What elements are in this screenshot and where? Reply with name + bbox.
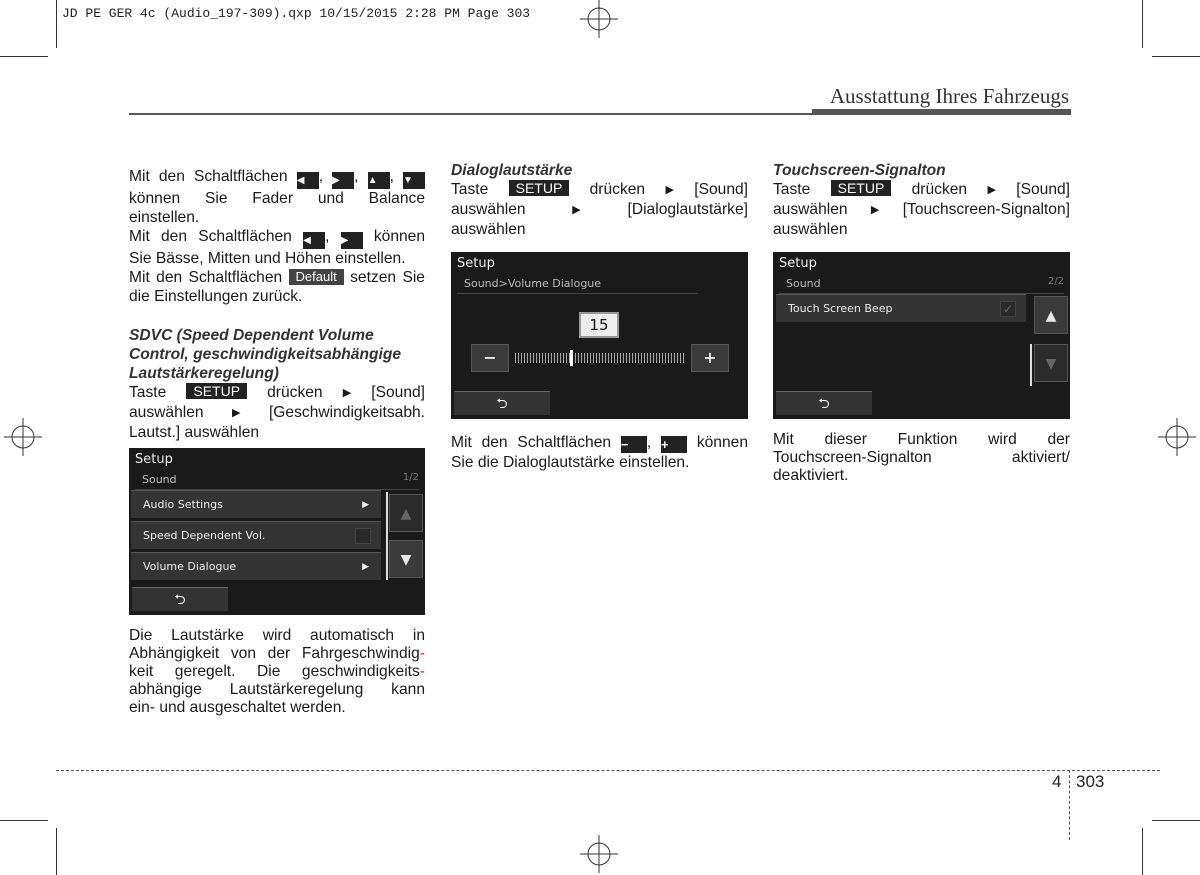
column-2	[451, 161, 748, 240]
paragraph: ein- und ausgeschaltet werden.	[129, 699, 346, 716]
down-arrow-icon: ▼	[403, 172, 425, 189]
minus-icon: −	[621, 436, 647, 453]
column-1	[129, 167, 425, 442]
paragraph	[129, 167, 425, 189]
crop-mark	[1142, 828, 1143, 875]
volume-value: 15	[579, 312, 619, 338]
paragraph: Touchscreen-Signalton aktiviert/	[773, 449, 1070, 466]
minus-button[interactable]: −	[471, 344, 509, 372]
hyphen: -	[419, 663, 425, 680]
screen-page-indicator: 1/2	[402, 472, 419, 483]
crop-mark	[56, 0, 57, 48]
arrow-right-icon: ▶	[870, 204, 880, 216]
chapter-number: 4	[1052, 772, 1062, 791]
screen-subtitle	[135, 472, 419, 490]
text: Taste	[129, 384, 167, 401]
hyphen: -	[419, 645, 425, 662]
crop-mark	[0, 820, 48, 821]
screen-page-indicator: 2/2	[1047, 276, 1064, 287]
screen-setup-sound	[129, 448, 425, 615]
scrollbar[interactable]	[1030, 344, 1032, 386]
setup-key-label: SETUP	[831, 180, 892, 196]
comma: ,	[325, 228, 330, 245]
section-heading: Control, geschwindigkeitsabhängige	[129, 346, 402, 363]
up-arrow-icon: ▲	[368, 172, 390, 189]
paragraph: Mit dieser Funktion wird der	[773, 431, 1070, 448]
section-heading: SDVC (Speed Dependent Volume	[129, 327, 374, 344]
column-1-description	[129, 627, 425, 717]
text: drücken	[911, 181, 968, 198]
column-3-description	[773, 431, 1070, 485]
screen-subtitle	[779, 276, 1064, 294]
arrow-right-icon: ▶	[232, 407, 241, 419]
screen-title: Setup	[779, 256, 817, 271]
checkbox[interactable]	[355, 528, 371, 544]
text: [Touchscreen-Signalton]	[902, 201, 1070, 218]
menu-item-label: Audio Settings	[143, 498, 223, 511]
plus-icon: +	[661, 436, 687, 453]
text: drücken	[589, 181, 646, 198]
screen-subtitle-label: Sound>Volume Dialogue	[464, 277, 602, 290]
text: Taste	[451, 181, 489, 198]
text: auswählen	[773, 201, 848, 218]
setup-key-label: SETUP	[509, 180, 570, 196]
paragraph	[451, 180, 748, 200]
crop-mark	[0, 56, 48, 57]
crop-mark	[1152, 820, 1200, 821]
running-head: Ausstattung Ihres Fahrzeugs	[829, 84, 1069, 108]
scroll-down-button[interactable]: ▼	[389, 540, 423, 578]
crop-mark	[56, 828, 57, 875]
paragraph: können Sie Fader und Balance	[129, 190, 425, 207]
menu-item-label: Volume Dialogue	[143, 560, 237, 573]
menu-item-audio-settings[interactable]	[131, 490, 381, 518]
left-arrow-icon: ◀	[297, 172, 319, 189]
volume-slider-thumb[interactable]	[570, 350, 573, 366]
text: [Geschwindigkeitsabh.	[268, 404, 425, 421]
back-button[interactable]: ⮌	[776, 391, 872, 415]
text: [Sound]	[1016, 181, 1070, 198]
registration-mark-icon	[580, 0, 618, 38]
scrollbar[interactable]	[386, 492, 388, 580]
default-button-label: Default	[289, 269, 344, 285]
arrow-right-icon: ▶	[665, 184, 674, 196]
column-3	[773, 161, 1070, 240]
back-button[interactable]: ⮌	[132, 587, 228, 611]
right-arrow-icon: ▶	[332, 172, 354, 189]
paragraph: deaktiviert.	[773, 467, 849, 484]
text: [Sound]	[694, 181, 748, 198]
screen-title: Setup	[457, 256, 495, 271]
plus-button[interactable]: +	[691, 344, 729, 372]
paragraph: Sie die Dialoglautstärke einstellen.	[451, 454, 690, 471]
right-arrow-icon: ▶	[341, 232, 363, 249]
paragraph	[129, 383, 425, 403]
text: Taste	[773, 181, 811, 198]
text: können	[373, 228, 426, 245]
paragraph: einstellen.	[129, 209, 200, 226]
text: [Sound]	[371, 384, 425, 401]
paragraph: Lautst.] auswählen	[129, 424, 260, 441]
screen-volume-dialogue	[451, 252, 748, 419]
section-heading: Dialoglautstärke	[451, 162, 573, 179]
scroll-up-button[interactable]: ▲	[1034, 296, 1068, 334]
header-rule-accent	[812, 109, 1071, 115]
comma: ,	[646, 434, 652, 451]
menu-item-label: Speed Dependent Vol.	[143, 529, 266, 542]
screen-touch-screen-beep	[773, 252, 1070, 419]
screen-title: Setup	[135, 452, 173, 467]
paragraph	[129, 645, 425, 663]
text: Mit den Schaltflächen	[129, 228, 292, 245]
arrow-right-icon: ▶	[572, 204, 581, 216]
comma: ,	[389, 168, 394, 185]
menu-item-volume-dialogue[interactable]	[131, 552, 381, 580]
volume-slider[interactable]	[515, 353, 685, 363]
paragraph	[129, 663, 425, 681]
footer-rule	[56, 770, 1160, 771]
crop-mark	[1142, 0, 1143, 48]
arrow-right-icon: ▶	[987, 184, 996, 196]
chevron-right-icon: ▶	[362, 562, 369, 572]
chevron-right-icon: ▶	[362, 500, 369, 510]
text: auswählen	[451, 201, 526, 218]
column-2-description	[451, 433, 748, 473]
paragraph: Sie Bässe, Mitten und Höhen einstellen.	[129, 250, 406, 267]
text: können	[696, 434, 748, 451]
registration-mark-icon	[1158, 418, 1196, 456]
menu-item-speed-dependent-vol[interactable]	[131, 521, 381, 549]
registration-mark-icon	[4, 418, 42, 456]
text: Mit den Schaltflächen	[129, 269, 283, 286]
paragraph	[773, 200, 1070, 220]
screen-subtitle-label: Sound	[142, 473, 177, 486]
scroll-down-button[interactable]: ▼	[1034, 344, 1068, 382]
text: Abhängigkeit von der Fahrgeschwindig	[129, 645, 420, 662]
page-number: 303	[1076, 772, 1105, 791]
paragraph: auswählen	[451, 221, 526, 238]
paragraph: auswählen	[773, 221, 848, 238]
text: drücken	[267, 384, 323, 401]
section-heading: Touchscreen-Signalton	[773, 162, 946, 179]
scroll-up-button[interactable]: ▲	[389, 494, 423, 532]
paragraph	[129, 227, 425, 249]
menu-item-label: Touch Screen Beep	[788, 302, 893, 315]
registration-mark-icon	[580, 835, 618, 873]
text: Mit den Schaltflächen	[451, 434, 612, 451]
footer-divider	[1069, 770, 1070, 840]
paragraph	[773, 180, 1070, 200]
left-arrow-icon: ◀	[303, 232, 325, 249]
comma: ,	[354, 168, 359, 185]
paragraph: die Einstellungen zurück.	[129, 288, 303, 305]
print-slug: JD PE GER 4c (Audio_197-309).qxp 10/15/2015 2:28 PM Page 303	[62, 6, 531, 21]
crop-mark	[1152, 56, 1200, 57]
section-heading: Lautstärkeregelung)	[129, 365, 279, 382]
paragraph: Die Lautstärke wird automatisch in	[129, 627, 425, 644]
comma: ,	[318, 168, 324, 185]
paragraph	[129, 403, 425, 423]
text: [Dialoglautstärke]	[627, 201, 748, 218]
setup-key-label: SETUP	[186, 383, 247, 399]
back-button[interactable]: ⮌	[454, 391, 550, 415]
arrow-right-icon: ▶	[342, 387, 352, 399]
screen-subtitle-label: Sound	[786, 277, 821, 290]
paragraph	[451, 200, 748, 220]
text: setzen Sie	[350, 269, 425, 286]
text: auswählen	[129, 404, 204, 421]
checkbox-checked[interactable]: ✓	[1000, 301, 1016, 317]
screen-subtitle	[457, 276, 698, 294]
paragraph: abhängige Lautstärkeregelung kann	[129, 681, 425, 698]
paragraph	[129, 268, 425, 287]
paragraph	[451, 433, 748, 453]
menu-item-touch-screen-beep[interactable]	[776, 294, 1026, 322]
text: keit geregelt. Die geschwindigkeits	[129, 663, 420, 680]
text: Mit den Schaltflächen	[129, 168, 288, 185]
